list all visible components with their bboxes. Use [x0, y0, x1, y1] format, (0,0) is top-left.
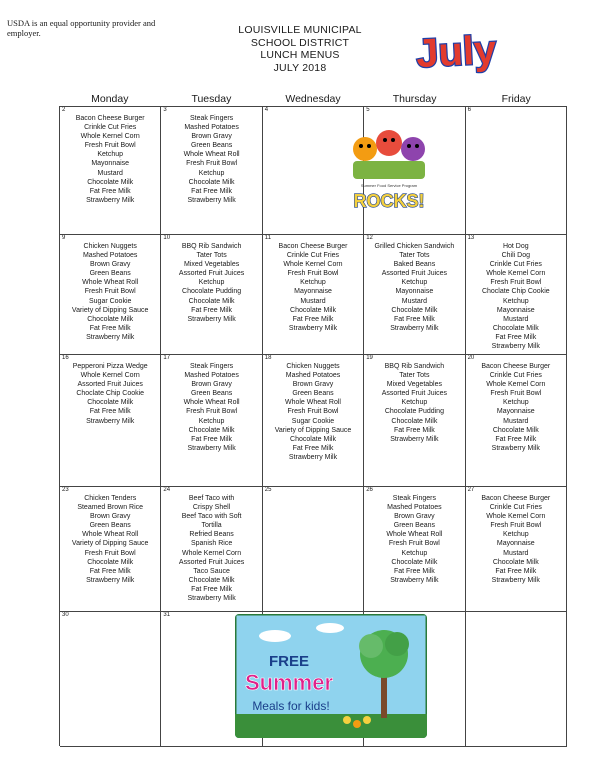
menu-item: Strawberry Milk — [288, 324, 338, 332]
menu-item: Mayonnaise — [91, 160, 130, 168]
menu-item: Whole Wheat Roll — [183, 151, 240, 159]
menu-item: Whole Wheat Roll — [284, 399, 341, 407]
menu-item: Ketchup — [300, 279, 326, 287]
menu-item-list — [466, 494, 566, 585]
menu-item: Tater Tots — [399, 372, 430, 380]
menu-item: Chocolate Milk — [87, 178, 134, 186]
menu-item-list — [161, 362, 261, 453]
menu-item: Variety of Dipping Sauce — [71, 306, 149, 314]
weekday-header-thursday: Thursday — [392, 93, 437, 105]
menu-item: Mayonnaise — [496, 306, 535, 314]
day-number: 25 — [264, 487, 272, 493]
menu-item: Fat Free Milk — [89, 187, 131, 195]
menu-item: Mayonnaise — [496, 408, 535, 416]
menu-item: Green Beans — [190, 390, 233, 398]
menu-item: Crinkle Cut Fries — [489, 261, 542, 269]
menu-item: Chocolate Milk — [391, 306, 438, 314]
menu-item: Brown Gravy — [89, 513, 131, 521]
menu-item: Sugar Cookie — [88, 297, 132, 305]
menu-item: Strawberry Milk — [390, 576, 439, 584]
day-cell — [161, 355, 262, 487]
day-cell — [161, 487, 262, 612]
day-number: 20 — [467, 355, 475, 361]
menu-item: Chicken Nuggets — [83, 243, 137, 250]
menu-item: BBQ Rib Sandwich — [181, 243, 242, 250]
july-logo-text: July — [415, 27, 498, 77]
menu-item: Mustard — [300, 297, 326, 305]
banner-meals-for-kids: Meals for kids! — [252, 699, 330, 713]
menu-item: Fat Free Milk — [393, 426, 435, 434]
menu-item: Variety of Dipping Sauce — [274, 426, 352, 434]
menu-item: Mashed Potatoes — [82, 252, 138, 260]
menu-item: Whole Kernel Corn — [486, 270, 546, 278]
menu-item: Whole Kernel Corn — [283, 261, 343, 269]
menu-item: Choclate Chip Cookie — [76, 390, 145, 398]
banner-free: FREE — [268, 653, 310, 670]
menu-item: Mashed Potatoes — [184, 124, 239, 132]
menu-item: Mayonnaise — [395, 288, 434, 296]
menu-item: Fat Free Milk — [393, 567, 435, 575]
menu-item: Fresh Fruit Bowl — [84, 288, 136, 296]
day-cell — [60, 487, 161, 612]
day-cell — [60, 355, 161, 487]
day-number: 31 — [163, 612, 171, 618]
menu-item: Mustard — [503, 549, 529, 557]
weekday-header-row — [59, 93, 567, 105]
menu-item: Ketchup — [502, 297, 529, 305]
month-year: JULY 2018 — [273, 61, 327, 74]
menu-item: Chocolate Milk — [87, 399, 134, 407]
weekday-header-monday: Monday — [91, 93, 129, 105]
menu-item: Beef Taco with Soft — [181, 513, 242, 521]
rocks-text: ROCKS! — [353, 191, 425, 211]
menu-item: Taco Sauce — [193, 567, 230, 575]
district-subtitle: SCHOOL DISTRICT — [250, 36, 350, 49]
menu-item: Assorted Fruit Juices — [178, 558, 245, 566]
menu-item-list — [60, 242, 160, 342]
menu-item: Strawberry Milk — [86, 333, 135, 341]
menu-item: Fat Free Milk — [89, 567, 131, 575]
day-number: 10 — [163, 235, 171, 241]
menu-item-list — [60, 114, 160, 205]
day-cell — [263, 487, 364, 612]
menu-item-list — [364, 362, 464, 444]
menu-item: Green Beans — [393, 522, 436, 530]
menu-item: Fresh Fruit Bowl — [287, 408, 339, 416]
menu-item: Ketchup — [502, 399, 529, 407]
day-cell — [466, 235, 567, 355]
page-header — [200, 24, 400, 74]
day-number: 4 — [264, 107, 269, 113]
menu-item: Spanish Rice — [190, 540, 233, 548]
menu-item-list — [466, 242, 566, 351]
menu-item: BBQ Rib Sandwich — [384, 363, 445, 370]
menu-item: Mashed Potatoes — [285, 372, 341, 380]
menu-item: Chocolate Pudding — [384, 408, 444, 416]
menu-item: Chocolate Milk — [391, 417, 438, 425]
menu-item: Brown Gravy — [292, 381, 334, 389]
menu-item: Ketchup — [198, 279, 225, 287]
menu-item: Mixed Vegetables — [183, 261, 240, 269]
menu-item: Fat Free Milk — [292, 444, 334, 452]
district-name: LOUISVILLE MUNICIPAL — [238, 24, 362, 36]
day-number: 16 — [62, 355, 69, 361]
menu-item: Chocolate Pudding — [182, 288, 242, 296]
menu-item-list — [364, 242, 464, 333]
menu-item: Whole Kernel Corn — [182, 549, 242, 557]
menu-item: Pepperoni Pizza Wedge — [72, 363, 148, 370]
day-cell — [364, 235, 465, 355]
menu-item: Assorted Fruit Juices — [381, 390, 448, 398]
menu-item: Strawberry Milk — [491, 444, 540, 452]
menu-item: Brown Gravy — [191, 381, 232, 389]
menu-item: Brown Gravy — [394, 513, 435, 521]
menu-item: Steak Fingers — [190, 363, 234, 370]
day-number: 12 — [366, 235, 373, 241]
day-number: 5 — [366, 107, 370, 113]
day-number: 6 — [467, 107, 471, 113]
menu-item: Whole Kernel Corn — [486, 381, 546, 389]
menu-item: Crispy Shell — [192, 504, 231, 512]
menu-item: Chocolate Milk — [290, 306, 336, 314]
menu-item: Crinkle Cut Fries — [489, 504, 542, 512]
rocks-caption: Summer Food Service Program — [360, 183, 417, 188]
day-number: 2 — [62, 107, 66, 113]
menu-item: Fat Free Milk — [393, 315, 435, 323]
menu-item: Chocolate Milk — [290, 435, 336, 443]
menu-item: Fresh Fruit Bowl — [490, 522, 542, 530]
menu-item: Green Beans — [292, 390, 334, 398]
day-cell — [60, 235, 161, 355]
menu-item: Mayonnaise — [294, 288, 332, 296]
menu-item: Whole Kernel Corn — [80, 133, 140, 141]
menu-item: Variety of Dipping Sauce — [71, 540, 149, 548]
menu-item: Ketchup — [401, 279, 428, 287]
day-cell — [161, 107, 262, 235]
menu-item: Mustard — [97, 169, 123, 177]
menu-item-list — [161, 494, 261, 603]
menu-item: Assorted Fruit Juices — [178, 270, 245, 278]
menu-item: Fresh Fruit Bowl — [388, 540, 440, 548]
menu-item: Mayonnaise — [496, 540, 535, 548]
free-summer-meals-banner — [235, 614, 427, 738]
menu-item: Whole Kernel Corn — [80, 372, 140, 380]
day-number: 26 — [366, 487, 373, 493]
day-number: 23 — [62, 487, 69, 493]
menu-item: Strawberry Milk — [187, 315, 236, 323]
menu-item: Strawberry Milk — [288, 453, 338, 461]
menu-item-list — [364, 494, 464, 585]
menu-item: Ketchup — [401, 549, 428, 557]
menu-item: Green Beans — [190, 142, 233, 150]
menu-item: Choclate Chip Cookie — [481, 288, 550, 296]
menu-item: Fresh Fruit Bowl — [186, 160, 238, 168]
menu-item: Steak Fingers — [392, 495, 436, 502]
menu-item: Fresh Fruit Bowl — [490, 390, 542, 398]
day-cell — [364, 487, 465, 612]
day-cell — [60, 612, 161, 747]
menu-item: Whole Wheat Roll — [82, 279, 139, 287]
menu-item: Whole Wheat Roll — [386, 531, 443, 539]
day-number: 3 — [163, 107, 167, 113]
day-cell — [60, 107, 161, 235]
banner-summer: Summer — [244, 670, 334, 695]
menu-item: Strawberry Milk — [491, 576, 540, 584]
menu-item: Green Beans — [89, 522, 131, 530]
menu-item: Tater Tots — [399, 252, 430, 260]
weekday-header-wednesday: Wednesday — [285, 93, 341, 105]
menu-item: Brown Gravy — [89, 261, 131, 269]
menu-item: Chicken Nuggets — [286, 363, 340, 370]
day-cell — [263, 235, 364, 355]
menu-item: Strawberry Milk — [390, 324, 439, 332]
menu-item: Strawberry Milk — [390, 435, 439, 443]
menu-item: Bacon Cheese Burger — [75, 115, 145, 122]
menu-item: Mustard — [401, 297, 428, 305]
day-number: 17 — [163, 355, 171, 361]
day-number: 27 — [467, 487, 475, 493]
menu-item: Mashed Potatoes — [184, 372, 239, 380]
day-cell — [466, 612, 567, 747]
menu-item: Strawberry Milk — [187, 595, 236, 603]
menu-item: Assorted Fruit Juices — [381, 270, 448, 278]
menu-item: Chocolate Milk — [87, 315, 134, 323]
menu-item: Strawberry Milk — [86, 196, 135, 204]
day-number: 24 — [163, 487, 171, 493]
menu-item: Fat Free Milk — [495, 435, 537, 443]
menu-item: Steak Fingers — [190, 115, 234, 122]
menu-item: Bacon Cheese Burger — [481, 495, 551, 502]
menu-item: Sugar Cookie — [291, 417, 335, 425]
menu-item: Chocolate Milk — [188, 426, 235, 434]
menu-item: Green Beans — [89, 270, 131, 278]
day-cell — [263, 355, 364, 487]
day-number: 18 — [264, 355, 272, 361]
menu-item-list — [263, 242, 363, 333]
weekday-header-tuesday: Tuesday — [191, 93, 232, 105]
menu-item: Mustard — [503, 315, 529, 323]
menu-item: Ketchup — [198, 169, 225, 177]
menu-item-list — [161, 242, 261, 324]
menu-item: Fat Free Milk — [495, 567, 537, 575]
menu-item-list — [161, 114, 261, 205]
menu-item: Ketchup — [401, 399, 428, 407]
day-cell — [161, 235, 262, 355]
day-number: 11 — [264, 235, 272, 241]
day-cell — [364, 107, 465, 235]
menu-item: Strawberry Milk — [86, 417, 135, 425]
menu-item: Bacon Cheese Burger — [278, 243, 348, 250]
menu-item: Chocolate Milk — [87, 558, 134, 566]
menu-item: Mustard — [503, 417, 529, 425]
menu-item: Fat Free Milk — [292, 315, 334, 323]
menu-item: Hot Dog — [502, 243, 529, 250]
menu-item: Crinkle Cut Fries — [84, 124, 137, 132]
day-cell — [364, 355, 465, 487]
menu-item: Bacon Cheese Burger — [481, 363, 551, 370]
menu-item: Whole Wheat Roll — [183, 399, 240, 407]
menu-item: Fat Free Milk — [191, 306, 233, 314]
day-number: 9 — [62, 235, 66, 241]
day-cell — [466, 487, 567, 612]
menu-item-list — [466, 362, 566, 453]
menu-item: Fat Free Milk — [191, 585, 233, 593]
menu-item: Fat Free Milk — [191, 435, 233, 443]
menu-item: Ketchup — [502, 531, 529, 539]
menu-item-list — [263, 362, 363, 462]
menu-item: Beef Taco with — [188, 495, 235, 502]
menu-item: Chili Dog — [501, 252, 530, 260]
menu-item: Fresh Fruit Bowl — [186, 408, 238, 416]
menu-item: Tortilla — [201, 522, 222, 530]
usda-notice: USDA is an equal opportunity provider and employer. — [7, 18, 156, 38]
menu-item: Fat Free Milk — [89, 324, 131, 332]
menu-item: Brown Gravy — [191, 133, 232, 141]
menu-item: Refried Beans — [189, 531, 234, 539]
menu-item-list — [60, 362, 160, 426]
menu-item: Ketchup — [97, 151, 124, 159]
day-number: 30 — [62, 612, 69, 618]
menu-item: Strawberry Milk — [86, 576, 135, 584]
menu-item: Fresh Fruit Bowl — [490, 279, 542, 287]
menu-item: Strawberry Milk — [187, 196, 236, 204]
menu-item: Baked Beans — [393, 261, 436, 269]
menu-item: Chocolate Milk — [492, 558, 539, 566]
menu-item: Mashed Potatoes — [387, 504, 442, 512]
menu-title: LUNCH MENUS — [260, 49, 340, 61]
menu-item: Whole Wheat Roll — [82, 531, 139, 539]
day-number: 19 — [366, 355, 373, 361]
menu-item: Fat Free Milk — [495, 333, 537, 341]
menu-item: Mixed Vegetables — [386, 381, 443, 389]
menu-item: Fat Free Milk — [191, 187, 233, 195]
day-cell — [263, 107, 425, 235]
july-logo — [408, 18, 504, 78]
menu-item: Assorted Fruit Juices — [77, 381, 143, 389]
menu-item: Fresh Fruit Bowl — [84, 549, 136, 557]
menu-item: Fresh Fruit Bowl — [287, 270, 339, 278]
menu-item: Chocolate Milk — [492, 426, 539, 434]
menu-item: Whole Kernel Corn — [486, 513, 546, 521]
menu-item: Grilled Chicken Sandwich — [374, 243, 455, 250]
menu-item: Chocolate Milk — [188, 576, 235, 584]
day-number: 13 — [467, 235, 475, 241]
menu-item: Crinkle Cut Fries — [286, 252, 340, 260]
menu-item: Chocolate Milk — [188, 297, 235, 305]
weekday-header-friday: Friday — [501, 93, 531, 105]
menu-item: Chocolate Milk — [492, 324, 539, 332]
menu-item: Fat Free Milk — [89, 408, 131, 416]
menu-item: Strawberry Milk — [491, 343, 540, 351]
menu-item-list — [60, 494, 160, 585]
menu-item: Crinkle Cut Fries — [489, 372, 542, 380]
menu-item: Chocolate Milk — [188, 178, 235, 186]
menu-item: Chicken Tenders — [84, 495, 137, 502]
menu-item: Ketchup — [198, 417, 225, 425]
menu-item: Fresh Fruit Bowl — [84, 142, 136, 150]
menu-item: Strawberry Milk — [187, 444, 236, 452]
menu-item: Steamed Brown Rice — [77, 504, 144, 512]
menu-item: Tater Tots — [196, 252, 227, 260]
day-cell — [466, 107, 567, 235]
day-cell — [466, 355, 567, 487]
menu-item: Chocolate Milk — [391, 558, 438, 566]
